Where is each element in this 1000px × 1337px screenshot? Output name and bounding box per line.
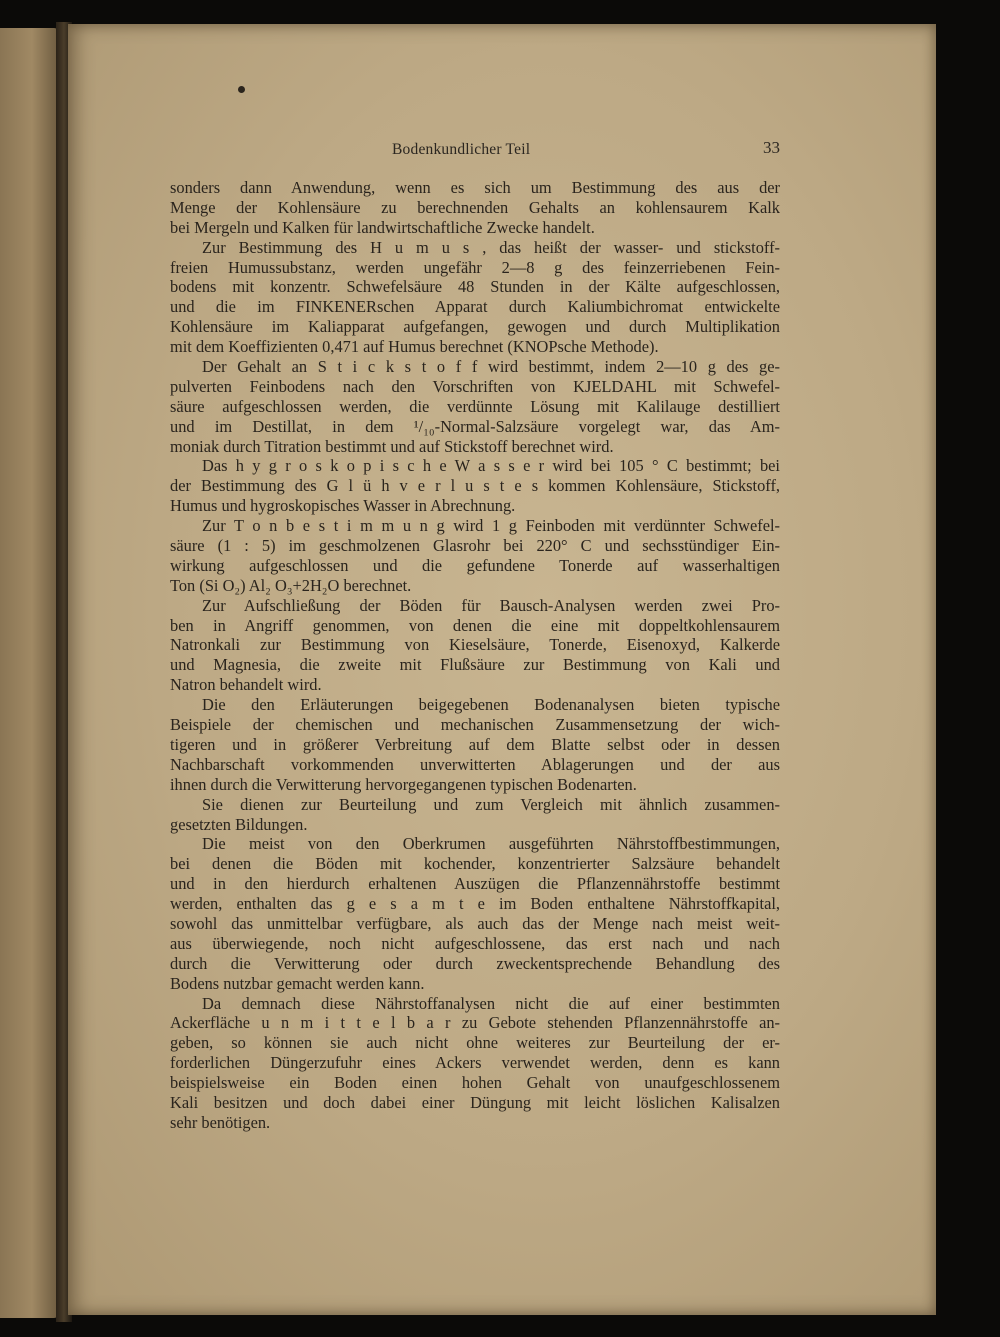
page-header: [166, 138, 780, 162]
text-line: beispielsweise ein Boden einen hohen Gehalt von unaufgeschlossenem: [170, 1073, 780, 1093]
text-line: Ackerfläche u n m i t t e l b a r zu Gebote stehenden Pflanzennährstoffe an-: [170, 1013, 780, 1033]
text-line: und im Destillat, in dem ¹/₁₀-Normal-Salzsäure vorgelegt war, das Am-: [170, 416, 780, 436]
text-line: ben in Angriff genommen, von denen die eine mit doppeltkohlensaurem: [170, 615, 780, 635]
text-line: Beispiele der chemischen und mechanischen Zusammensetzung der wich-: [170, 715, 780, 735]
text-line: und die im FINKENERschen Apparat durch Kaliumbichromat entwickelte: [170, 297, 780, 317]
text-line: Das h y g r o s k o p i s c h e W a s s e r wird bei 105 ° C bestimmt; bei: [202, 456, 780, 476]
text-line: sehr benötigen.: [170, 1112, 271, 1132]
text-line: aus überwiegende, noch nicht aufgeschlossene, das erst nach und nach: [170, 933, 780, 953]
text-line: mit dem Koeffizienten 0,471 auf Humus berechnet (KNOPsche Methode).: [170, 337, 659, 357]
page-number: 33: [763, 138, 780, 157]
text-line: sowohl das unmittelbar verfügbare, als auch das der Menge nach meist weit-: [170, 913, 780, 933]
text-line: und Magnesia, die zweite mit Flußsäure zur Bestimmung von Kali und: [170, 655, 780, 675]
text-line: Zur T o n b e s t i m m u n g wird 1 g Feinboden mit verdünnter Schwefel-: [202, 516, 780, 536]
text-line: wirkung aufgeschlossen und die gefundene Tonerde auf wasserhaltigen: [170, 555, 780, 575]
text-line: bei denen die Böden mit kochender, konzentrierter Salzsäure behandelt: [170, 854, 780, 874]
text-line: forderlichen Düngerzufuhr eines Ackers verwendet werden, denn es kann: [170, 1053, 780, 1073]
text-line: ihnen durch die Verwitterung hervorgegangenen typischen Bodenarten.: [170, 774, 637, 794]
running-title: Bodenkundlicher Teil: [392, 141, 531, 158]
text-line: tigeren und in größerer Verbreitung auf dem Blatte selbst oder in dessen: [170, 734, 780, 754]
text-line: werden, enthalten das g e s a m t e im Boden enthaltene Nährstoffkapital,: [170, 894, 780, 914]
text-line: sonders dann Anwendung, wenn es sich um Bestimmung des aus der: [170, 178, 780, 197]
text-line: säure aufgeschlossen werden, die verdünnte Lösung mit Kalilauge destilliert: [170, 396, 780, 416]
text-line: Kohlensäure im Kaliapparat aufgefangen, gewogen und durch Multiplikation: [170, 317, 780, 337]
text-line: und in den hierdurch erhaltenen Auszügen die Pflanzennährstoffe bestimmt: [170, 874, 780, 894]
text-line: bodens mit konzentr. Schwefelsäure 48 Stunden in der Kälte aufgeschlossen,: [170, 277, 780, 297]
text-line: Ton (Si O₂) Al₂ O₃+2H₂O berechnet.: [170, 575, 412, 595]
text-line: der Bestimmung des G l ü h v e r l u s t e s kommen Kohlensäure, Stickstoff,: [170, 476, 780, 496]
left-page-edge: [0, 28, 58, 1318]
text-line: gesetzten Bildungen.: [170, 814, 308, 834]
text-line: säure (1 : 5) im geschmolzenen Glasrohr bei 220° C und sechsstündiger Ein-: [170, 536, 780, 556]
text-line: freien Humussubstanz, werden ungefähr 2—8 g des feinzerriebenen Fein-: [170, 257, 780, 277]
text-line: Nachbarschaft vorkommenden unverwitterten Ablagerungen und der aus: [170, 754, 780, 774]
text-line: Da demnach diese Nährstoffanalysen nicht die auf einer bestimmten: [202, 993, 780, 1013]
text-line: geben, so können sie auch nicht ohne weiteres zur Beurteilung der er-: [170, 1033, 780, 1053]
text-line: Menge der Kohlensäure zu berechnenden Gehalts an kohlensaurem Kalk: [170, 197, 780, 217]
text-line: Die den Erläuterungen beigegebenen Bodenanalysen bieten typische: [202, 695, 780, 715]
text-line: bei Mergeln und Kalken für landwirtschaftliche Zwecke handelt.: [170, 217, 595, 237]
text-line: Sie dienen zur Beurteilung und zum Vergleich mit ähnlich zusammen-: [202, 794, 780, 814]
body-text: [170, 178, 780, 1133]
text-line: Natron behandelt wird.: [170, 675, 322, 695]
text-line: Die meist von den Oberkrumen ausgeführten Nährstoffbestimmungen,: [202, 834, 780, 854]
text-line: Natronkali zur Bestimmung von Kieselsäure, Tonerde, Eisenoxyd, Kalkerde: [170, 635, 780, 655]
text-line: Kali besitzen und doch dabei einer Düngung mit leicht löslichen Kalisalzen: [170, 1092, 780, 1112]
text-line: Der Gehalt an S t i c k s t o f f wird bestimmt, indem 2—10 g des ge-: [202, 357, 780, 377]
text-line: Zur Bestimmung des H u m u s , das heißt der wasser- und stickstoff-: [202, 237, 780, 257]
text-line: pulverten Feinbodens nach den Vorschriften von KJELDAHL mit Schwefel-: [170, 376, 780, 396]
text-line: Zur Aufschließung der Böden für Bausch-Analysen werden zwei Pro-: [202, 595, 780, 615]
text-line: Humus und hygroskopisches Wasser in Abrechnung.: [170, 496, 516, 516]
text-line: durch die Verwitterung oder durch zweckentsprechende Behandlung des: [170, 953, 780, 973]
text-line: Bodens nutzbar gemacht werden kann.: [170, 973, 425, 993]
text-line: moniak durch Titration bestimmt und auf Stickstoff berechnet wird.: [170, 436, 614, 456]
ink-dot: [238, 86, 245, 93]
